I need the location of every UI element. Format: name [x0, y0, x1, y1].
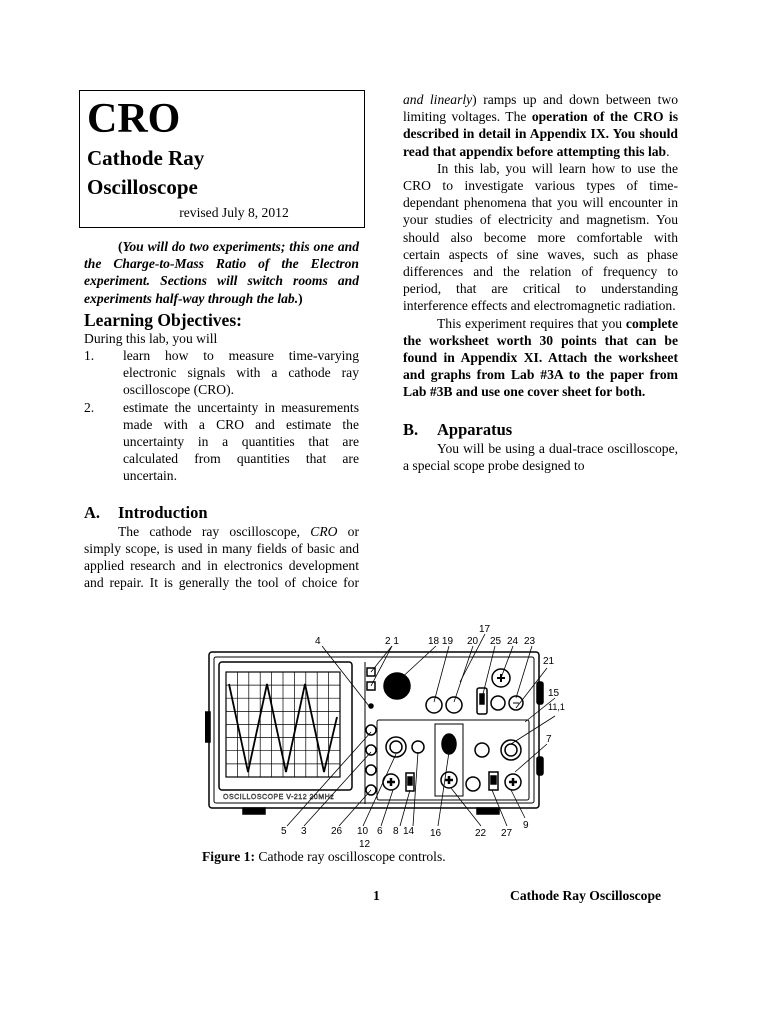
left-handle: [205, 712, 210, 742]
callout-label: 11,1: [548, 702, 565, 712]
lab-note: (You will do two experiments; this one and the Charge-to-Mass Ratio of the Electron experiment. Sections will switch rooms and experiments half-way through the lab.): [84, 239, 359, 306]
section-a-heading: A. Introduction: [84, 502, 208, 522]
list-item: 1. learn how to measure time-varying electronic signals with a cathode ray oscilloscope (CRO).: [84, 348, 359, 398]
right-knob-top: [537, 682, 543, 704]
callout-label: 24: [507, 636, 519, 647]
oscilloscope-diagram: [205, 622, 565, 854]
running-footer-title: Cathode Ray Oscilloscope: [510, 888, 662, 903]
document-title: CRO: [87, 96, 181, 142]
list-item: 2. estimate the uncertainty in measurements made with a CRO and estimate the uncertainty in a quantities that are calculated from quantities that are uncertain.: [84, 399, 359, 484]
intro-paragraph-part2: and linearly) ramps up and down between two limiting voltages. The operation of the CRO is described in detail in Appendix IX. You should read that appendix before attempting this lab.: [403, 92, 678, 159]
objectives-intro: During this lab, you will: [84, 330, 218, 346]
callout-label: 2 1: [385, 636, 399, 647]
callout-label: 21: [543, 656, 555, 667]
callout-label: 14: [403, 826, 415, 837]
callout-label: 26: [331, 826, 343, 837]
section-b-heading: B. Apparatus: [403, 419, 513, 439]
document-subtitle-line1: Cathode Ray: [87, 146, 205, 170]
callout-label: 25: [490, 636, 502, 647]
callout-label: 17: [479, 624, 491, 635]
revision-date: revised July 8, 2012: [179, 205, 289, 220]
apparatus-paragraph: You will be using a dual-trace oscilloscope, a special scope probe designed to: [403, 440, 678, 473]
intro-paragraph-2: In this lab, you will learn how to use the CRO to investigate various types of time-dependant phenomena that you will encounter in your studies of electricity and magnetism. You should also become more comfortable with certain aspects of sine waves, such as phase differences and the relation of frequency to period, that are critical to understanding interference effects and electromagnetic radiation.: [403, 160, 678, 314]
callout-label: 9: [523, 820, 529, 831]
callout-label: 27: [501, 828, 513, 839]
title-box: [79, 90, 365, 228]
objectives-list: [84, 347, 359, 485]
callout-label: 20: [467, 636, 479, 647]
callout-label: 6: [377, 826, 383, 837]
callout-label: 12: [359, 839, 371, 850]
right-knob-bottom: [537, 757, 543, 775]
callout-label: 10: [357, 826, 369, 837]
callout-label: 15: [548, 688, 560, 699]
callout-label: 22: [475, 828, 487, 839]
callout-label: 4: [315, 636, 321, 647]
objectives-heading: Learning Objectives:: [84, 309, 242, 330]
intro-paragraph-3: This experiment requires that you complete the worksheet worth 30 points that can be found in Appendix XI. Attach the worksheet and graphs from Lab #3A to the paper from Lab #3B and use one cover sheet for both.: [403, 315, 678, 400]
right-column: [403, 91, 678, 474]
callout-label: 5: [281, 826, 287, 837]
oscilloscope-figure: [205, 622, 565, 854]
document-subtitle-line2: Oscilloscope: [87, 175, 198, 199]
intro-paragraph-part1: The cathode ray oscilloscope, CRO or simply scope, is used in many fields of basic and applied research and in electronics development and repair. It is generally the tool of choice for: [84, 523, 359, 591]
panel-label: OSCILLOSCOPE V-212 20MHz: [223, 794, 335, 801]
callout-label: 18 19: [428, 636, 454, 647]
callout-label: 16: [430, 828, 442, 839]
callout-label: 7: [546, 734, 552, 745]
callout-label: 23: [524, 636, 536, 647]
callout-label: 3: [301, 826, 307, 837]
page-number: 1: [373, 888, 380, 903]
left-column: [84, 238, 359, 592]
power-knob: [384, 673, 410, 699]
callout-label: 8: [393, 826, 399, 837]
figure-caption: Figure 1: Cathode ray oscilloscope controls.: [202, 849, 446, 864]
